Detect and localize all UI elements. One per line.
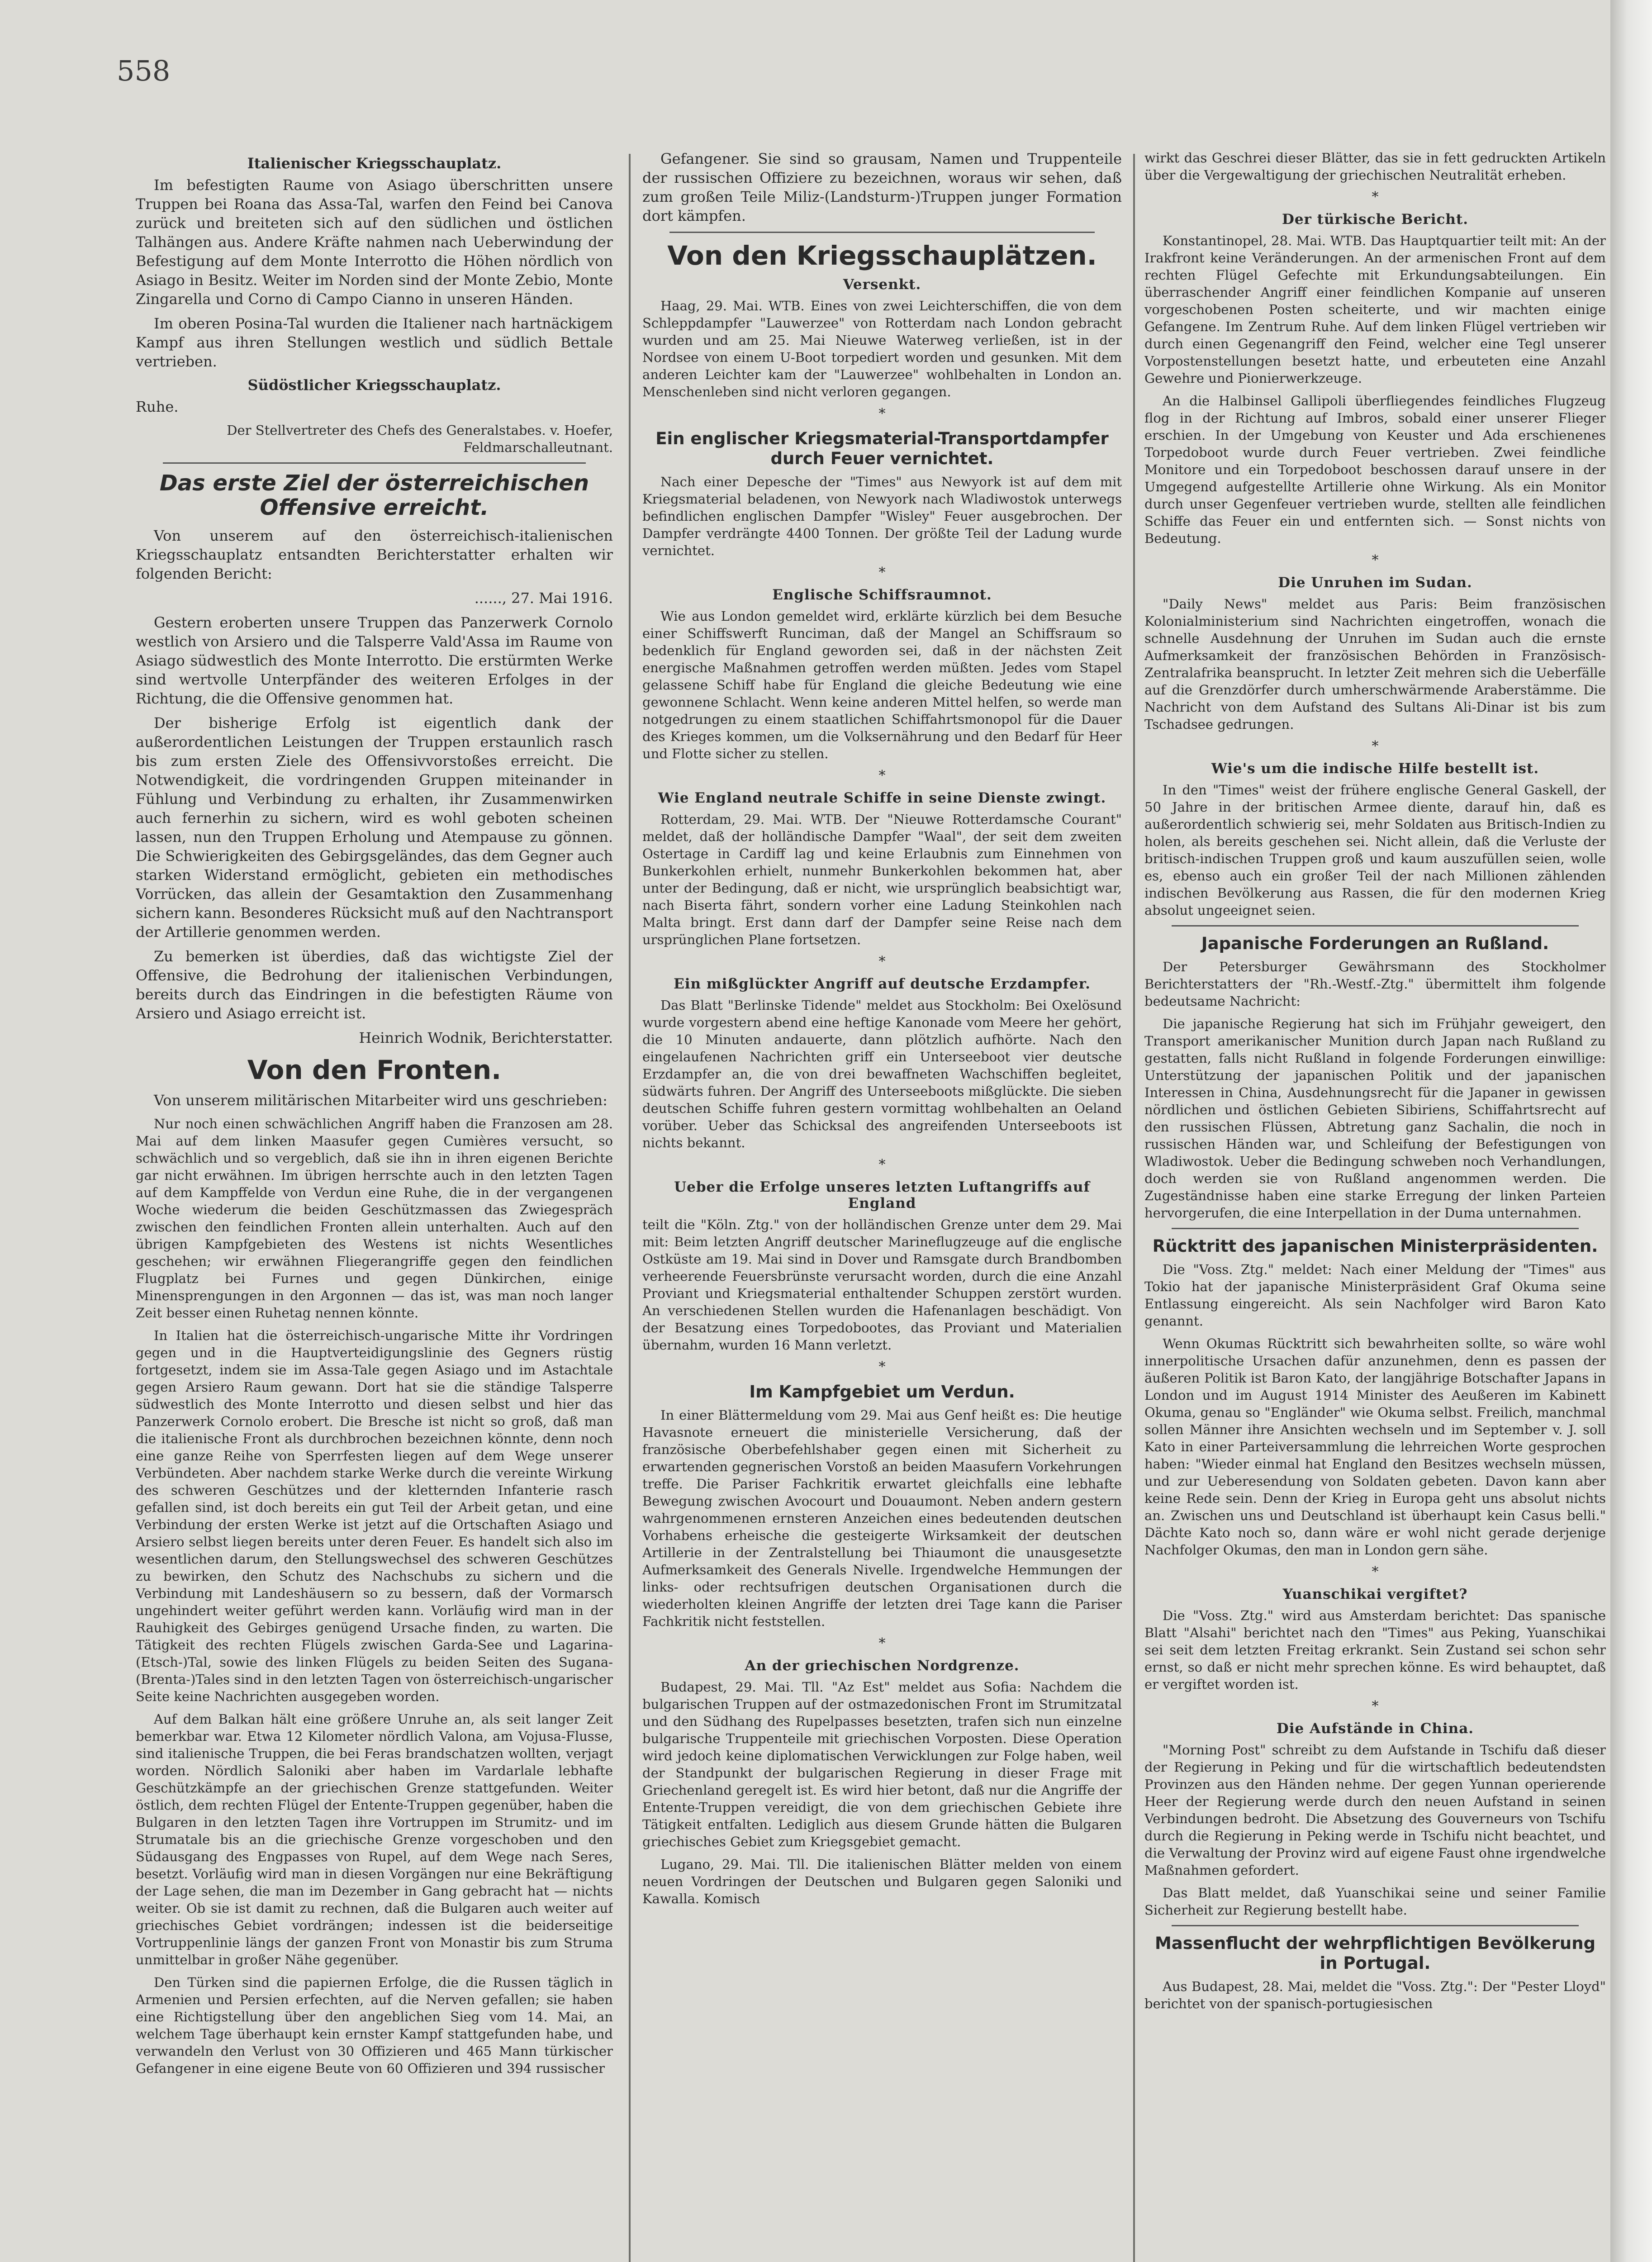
subheading: Englische Schiffsraumnot.: [772, 587, 992, 603]
article-paragraph: Die "Voss. Ztg." meldet: Nach einer Meldung der "Times" aus Tokio hat der japanische Ministerpräsident Graf Okuma seine Entlassung eingereicht. Als sein Nachfolger wird Baron Kato genannt.: [1144, 1262, 1606, 1329]
separator-star: *: [878, 565, 886, 580]
divider: [1172, 925, 1579, 927]
headline-verdun: Im Kampfgebiet um Verdun.: [749, 1382, 1015, 1402]
separator-star: *: [1372, 738, 1379, 754]
article-paragraph: Das Blatt "Berlinske Tidende" meldet aus Stockholm: Bei Oxelösund wurde vorgestern abend eine heftige Kanonade vom Meere her gehört, die 10 Minuten andauerte, dann plötzlich aufhörte. Nach den eingelaufenen Nachrichten griff ein Unterseeboot vier deutsche Erzdampfer an, die von drei bewaffneten Wachschiffen begleitet, südwärts fuhren. Der Angriff des Unterseeboots mißglückte. Die sieben deutschen Schiffe fuhren gestern vormittag wohlbehalten an Oeland vorüber. Ueber das Schicksal des angreifenden Unterseeboots ist nichts bekannt.: [642, 998, 1122, 1150]
article-paragraph: An die Halbinsel Gallipoli überfliegendes feindliches Flugzeug flog in der Richtung auf Imbros, sobald einer unserer Flieger erschien. In der Umgebung von Keuster und Ada erschienenes Torpedoboot wurde durch Feuer vertrieben. Zwei feindliche Monitore und ein Torpedoboot beschossen darauf unsere in der Umgegend aufgestellte Artillerie ohne Wirkung. Als ein Monitor durch unser Gegenfeuer vertrieben wurde, stellten alle feindlichen Schiffe das Feuer ein und entfernten sich. — Sonst nichts von Bedeutung.: [1144, 393, 1606, 546]
article-paragraph: Das Blatt meldet, daß Yuanschikai seine und seiner Familie Sicherheit zur Regierung bestellt habe.: [1144, 1885, 1606, 1918]
author: Heinrich Wodnik, Berichterstatter.: [359, 1029, 613, 1046]
article-paragraph: Auf dem Balkan hält eine größere Unruhe an, als seit langer Zeit bemerkbar war. Etwa 12 Kilometer nördlich Valona, am Vojusa-Flusse, sind italienische Truppen, die bei Feras brandschatzen wollten, verjagt worden. Nördlich Saloniki aber haben im Vardarlale lebhafte Geschützkämpfe an der griechischen Grenze stattgefunden. Weiter östlich, dem rechten Flügel der Entente-Truppen gegenüber, haben die Bulgaren in den letzten Tagen ihre Vortruppen im Strumitz- und im Strumatale bis an die griechische Grenze vorgeschoben und den Südausgang des Engpasses von Rupel, auf dem Wege nach Seres, besetzt. Vorläufig wird man in diesen Vorgängen nur eine Bekräftigung der Lage sehen, die man im Dezember in Gang gebracht hat — nichts weiter. Ob sie ist damit zu rechnen, daß die Bulgaren auch weiter auf griechisches Gebiet vordrängen; indessen ist die beiderseitige Vortruppenlinie längs der ganzen Front von Monastir bis zum Struma unmittelbar in großer Nähe gegenüber.: [136, 1711, 613, 1967]
article-paragraph: Budapest, 29. Mai. Tll. "Az Est" meldet aus Sofia: Nachdem die bulgarischen Truppen auf der ostmazedonischen Front im Strumitzatal und den Südhang des Rupelpasses besetzten, trafen sich nun einzelne bulgarische Truppenteile mit griechischen Vorposten. Diese Operation wird jedoch keine diplomatischen Verwicklungen zur Folge haben, weil der Standpunkt der bulgarischen Regierung in dieser Frage mit Griechenland geregelt ist. Es wird hier betont, daß nur die Angriffe der Entente-Truppen vereidigt, die von dem griechischen Gebiete ihre Tätigkeit entfalten. Lediglich aus diesem Grunde hätten die Bulgaren griechisches Gebiet zum Kriegsgebiet gemacht.: [642, 1679, 1122, 1849]
subheading: Die Unruhen im Sudan.: [1278, 575, 1472, 591]
separator-star: *: [878, 1359, 886, 1375]
divider: [163, 462, 586, 464]
separator-star: *: [1372, 1564, 1379, 1580]
article-paragraph: Von unserem militärischen Mitarbeiter wird uns geschrieben:: [154, 1092, 608, 1109]
article-paragraph: Aus Budapest, 28. Mai, meldet die "Voss. Ztg.": Der "Pester Lloyd" berichtet von der spanisch-portugiesischen: [1144, 1979, 1606, 2011]
separator-star: *: [878, 1635, 886, 1651]
subheading: Wie England neutrale Schiffe in seine Dienste zwingt.: [658, 790, 1106, 806]
article-paragraph: In Italien hat die österreichisch-ungarische Mitte ihr Vordringen gegen und in die Hauptverteidigungslinie des Gegners rüstig fortgesetzt, indem sie im Assa-Tale gegen Asiago und im Astachtale gegen Arsiero Raum gewann. Dort hat sie die ständige Talsperre südwestlich des Monte Interrotto und diesen selbst und hier das Panzerwerk Cornolo erobert. Die Bresche ist nicht so groß, daß man die italienische Front als durchbrochen bezeichnen könnte, denn noch eine ganze Reihe von Sperrfesten liegen auf dem Wege unserer Verbündeten. Aber nachdem starke Werke durch die vereinte Wirkung des schweren Geschützes und der kletternden Infanterie rasch gefallen sind, ist doch bereits ein gut Teil der Arbeit getan, und eine Verbindung der ersten Werke ist jetzt auf die Ortschaften Asiago und Arsiero selbst liegen bereits unter deren Feuer. Es handelt sich also im wesentlichen darum, den Stellungswechsel des schweren Geschützes zu bewirken, den Schutz des Nachschubs zu sichern und die Verbindung mit Landeshäusern so zu bessern, daß der Vormarsch ungehindert weiter geführt werden kann. Vorläufig wird man in der Rauhigkeit des Gebirges genügend Ursache finden, zu warten. Die Tätigkeit des rechten Flügels zwischen Garda-See und Lagarina-(Etsch-)Tal, sowie des linken Flügels zu beiden Seiten des Sugana-(Brenta-)Tales sind in den letzten Tagen von österreichisch-ungarischer Seite keine Nachrichten ausgegeben worden.: [136, 1328, 613, 1704]
article-paragraph: Der Petersburger Gewährsmann des Stockholmer Berichterstatters der "Rh.-Westf.-Ztg." übermittelt ihm folgende bedeutsame Nachricht:: [1144, 959, 1606, 1009]
headline-ruecktritt: Rücktritt des japanischen Ministerpräsidenten.: [1152, 1236, 1598, 1256]
headline-japan: Japanische Forderungen an Rußland.: [1201, 934, 1549, 953]
page-edge: [1610, 0, 1652, 2262]
article-paragraph: Gefangener. Sie sind so grausam, Namen und Truppenteile der russischen Offiziere zu bezeichnen, woraus wir sehen, daß zum großen Teile Miliz-(Landsturm-)Truppen junger Formation dort kämpfen.: [642, 150, 1122, 224]
column-rule: [629, 154, 631, 2262]
article-paragraph: Wenn Okumas Rücktritt sich bewahrheiten sollte, so wäre wohl innerpolitische Ursachen dafür anzunehmen, denn es passen der äußeren Politik ist Baron Kato, der langjährige Botschafter Japans in London und im August 1914 Minister des Aeußeren im Kabinett Okuma, genau so "Engländer" wie Okuma selbst. Freilich, manchmal sollen Männer ihre Ansichten wechseln und im September v. J. soll Kato in einer Parteiversammlung die lehrreichen Worte gesprochen haben: "Wieder einmal hat England den Besitzes wechseln müssen, und zur Ueberesendung von Soldaten gebeten. Davon kann aber keine Rede sein. Denn der Krieg in Europa geht uns absolut nichts an. Zwischen uns und Deutschland ist überhaupt kein Casus belli." Dächte Kato noch so, dann wäre er wohl nicht gerade derjenige Nachfolger Okumas, den man in London gern sähe.: [1144, 1336, 1606, 1558]
separator-star: *: [878, 406, 886, 422]
article-paragraph: wirkt das Geschrei dieser Blätter, das sie in fett gedruckten Artikeln über die Vergewaltigung der griechischen Neutralität erheben.: [1144, 150, 1606, 183]
section-heading-southeast: Südöstlicher Kriegsschauplatz.: [247, 376, 501, 394]
article-paragraph: Rotterdam, 29. Mai. WTB. Der "Nieuwe Rotterdamsche Courant" meldet, daß der holländische Dampfer "Waal", der seit dem zweiten Ostertage in Cardiff lag und keine Erlaubnis zum Einnehmen von Bunkerkohlen erhielt, nunmehr Bunkerkohlen bekommen hat, aber unter der Bedingung, daß er nicht, wie ursprünglich beabsichtigt war, nach Biserta fährt, sondern vorher eine Ladung Steinkohlen nach Malta bringt. Erst dann darf der Dampfer seine Reise nach dem ursprünglichen Plane fortsetzen.: [642, 812, 1122, 947]
article-title-fronten: Von den Fronten.: [247, 1055, 502, 1085]
column-1: [136, 149, 613, 2262]
article-paragraph: Lugano, 29. Mai. Tll. Die italienischen Blätter melden von einem neuen Vordringen der Deutschen und Bulgaren gegen Saloniki und Kawalla. Komisch: [642, 1857, 1122, 1906]
divider: [1172, 1925, 1579, 1926]
article-paragraph: Zu bemerken ist überdies, daß das wichtigste Ziel der Offensive, die Bedrohung der italienischen Verbindungen, bereits durch das Eindringen in die befestigten Räume von Arsiero und Asiago erreicht ist.: [136, 948, 613, 1022]
separator-star: *: [878, 954, 886, 969]
article-paragraph: Der bisherige Erfolg ist eigentlich dank der außerordentlichen Leistungen der Truppen erstaunlich rasch bis zum ersten Ziele des Offensivvorstoßes erreicht. Die Notwendigkeit, die vordringenden Gruppen miteinander in Fühlung und Verbindung zu erhalten, ihr Zusammenwirken auch fernerhin zu sichern, wird es wohl geboten scheinen lassen, nun den Truppen Erholung und Atempause zu gönnen. Die Schwierigkeiten des Gebirgsgeländes, das dem Gegner auch starken Widerstand ermöglicht, gebieten ein methodisches Vorrücken, das allein der Gesamtaktion den Zusammenhang sichern kann. Besonderes Rücksicht muß auf den Nachtransport der Artillerie genommen werden.: [136, 714, 613, 941]
subheading: Versenkt.: [843, 276, 921, 293]
column-2: [642, 149, 1122, 2262]
signature: Der Stellvertreter des Chefs des Generalstabes. v. Hoefer, Feldmarschalleutnant.: [227, 423, 613, 455]
article-paragraph: Den Türken sind die papiernen Erfolge, die die Russen täglich in Armenien und Persien erfechten, auf die Nerven gefallen; sie haben eine Richtigstellung über den angeblichen Sieg vom 14. Mai, an welchem Tage überhaupt kein ernster Kampf stattgefunden habe, und verwandeln den Verlust von 30 Offizieren und 465 Mann türkischer Gefangener in eine eigene Beute von 60 Offizieren und 394 russischer: [136, 1975, 613, 2076]
separator-star: *: [1372, 1698, 1379, 1714]
article-paragraph: Nach einer Depesche der "Times" aus Newyork ist auf dem mit Kriegsmaterial beladenen, von Newyork nach Wladiwostok unterwegs befindlichen englischen Dampfer "Wisley" Feuer ausgebrochen. Der Dampfer verdrängte 4400 Tonnen. Der größte Teil der Ladung wurde vernichtet.: [642, 474, 1122, 558]
article-title-ziel: Das erste Ziel der österreichischen Offensive erreicht.: [159, 470, 589, 520]
article-paragraph: Konstantinopel, 28. Mai. WTB. Das Hauptquartier teilt mit: An der Irakfront keine Veränderungen. An der armenischen Front auf dem rechten Flügel Gefechte mit Erkundungsabteilungen. Ein überraschender Angriff einer feindlichen Kompanie auf unseren vorgeschobenen Posten scheiterte, und wir machten einige Gefangene. Im Zentrum Ruhe. Auf dem linken Flügel vertrieben wir durch einen Gegenangriff den Feind, welcher eine Tegl unserer Vorpostenstellungen besetzt hatte, und erbeuteten eine Anzahl Gewehre und Pionierwerkzeuge.: [1144, 233, 1606, 386]
section-heading-italian: Italienischer Kriegsschauplatz.: [247, 155, 502, 172]
separator-star: *: [1372, 189, 1379, 205]
separator-star: *: [878, 1157, 886, 1173]
article-paragraph: Von unserem auf den österreichisch-italienischen Kriegsschauplatz entsandten Berichterstatter erhalten wir folgenden Bericht:: [136, 527, 613, 582]
article-paragraph: Wie aus London gemeldet wird, erklärte kürzlich bei dem Besuche einer Schiffswerft Runciman, daß der Mangel an Schiffsraum so bedenklich für England geworden sei, daß in der nächsten Zeit energische Maßnahmen getroffen werden müßten. Jedes vom Stapel gelassene Schiff habe für England die gleiche Bedeutung wie eine gewonnene Schlacht. Wenn keine anderen Mittel helfen, so werde man notgedrungen zu einem staatlichen Schiffahrtsmonopol für die Dauer des Krieges kommen, um die Volksernährung und den Bedarf für Heer und Flotte sicher zu stellen.: [642, 608, 1122, 761]
article-paragraph: "Morning Post" schreibt zu dem Aufstande in Tschifu daß dieser der Regierung in Peking und für die wirtschaftlich bedeutendsten Provinzen aus den Händen nehme. Der gegen Yunnan operierende Heer der Regierung werde durch den neuen Aufstand in seinen Verbindungen bedroht. Die Absetzung des Gouverneurs von Tschifu durch die Regierung in Peking werde in Tschifu nicht beachtet, und die Verwaltung der Provinz wird auf eigene Faust ohne irgendwelche Maßnahmen gefordert.: [1144, 1742, 1606, 1878]
column-3: [1144, 149, 1606, 2262]
subheading: Die Aufstände in China.: [1276, 1720, 1474, 1737]
divider: [1172, 1228, 1579, 1229]
article-paragraph: Ruhe.: [136, 398, 179, 415]
article-paragraph: Die japanische Regierung hat sich im Frühjahr geweigert, den Transport amerikanischer Munition durch Japan nach Rußland zu gestatten, falls nicht Rußland in folgende Forderungen einwillige: Unterstützung der japanischen Politik und der japanischen Interessen in China, Ausdehnungsrecht für die Japaner in gewissen nördlichen und östlichen Gebieten Sibiriens, Schiffahrtsrecht auf den russischen Flüssen, Abtretung ganz Sachalin, die noch in russischen Händen war, und Schleifung der Befestigungen von Wladiwostok. Ueber die Bedingung schweben noch Verhandlungen, doch werden sie von Rußland angenommen werden. Die Zugeständnisse haben eine starke Erregung der linken Parteien hervorgerufen, die eine Interpellation in der Duma unternahmen.: [1144, 1016, 1606, 1221]
separator-star: *: [878, 768, 886, 784]
page-number: 558: [117, 54, 171, 87]
divider: [669, 232, 1095, 233]
subheading: Ueber die Erfolge unseres letzten Luftangriffs auf England: [674, 1179, 1090, 1212]
separator-star: *: [1372, 552, 1379, 568]
article-title-kriegsschauplaetze: Von den Kriegsschauplätzen.: [667, 240, 1097, 271]
subheading: Wie's um die indische Hilfe bestellt ist.: [1211, 760, 1539, 777]
article-paragraph: Im befestigten Raume von Asiago überschritten unsere Truppen bei Roana das Assa-Tal, warfen den Feind bei Canova zurück und breiteten sich auf den südlichen und östlichen Talhängen aus. Andere Kräfte nahmen nach Ueberwindung der Befestigung auf dem Monte Interrotto die Höhen nördlich von Asiago in Besitz. Weiter im Norden sind der Monte Zebio, Monte Zingarella und Corno di Campo Cianno in unseren Händen.: [136, 176, 613, 308]
article-paragraph: teilt die "Köln. Ztg." von der holländischen Grenze unter dem 29. Mai mit: Beim letzten Angriff deutscher Marineflugzeuge auf die englische Ostküste am 19. Mai sind in Dover und Ramsgate durch Brandbomben verheerende Feuersbrünste verursacht worden, durch die eine Anzahl Proviant und Kriegsmaterial enthaltender Schuppen zerstört wurden. An verschiedenen Stellen wurden die Hafenanlagen beschädigt. Von der Besatzung eines Torpedobootes, das Proviant und Materialien übernahm, wurden 16 Mann verletzt.: [642, 1217, 1122, 1353]
subheading: Yuanschikai vergiftet?: [1282, 1586, 1468, 1602]
subheading: An der griechischen Nordgrenze.: [745, 1658, 1020, 1674]
article-paragraph: Im oberen Posina-Tal wurden die Italiener nach hartnäckigem Kampf aus ihren Stellungen westlich und südlich Bettale vertrieben.: [136, 315, 613, 370]
article-paragraph: Haag, 29. Mai. WTB. Eines von zwei Leichterschiffen, die von dem Schleppdampfer "Lauwerzee" von Rotterdam nach London gebracht wurden und am 25. Mai Nieuwe Waterweg verließen, ist in der Nordsee von einem U-Boot torpediert worden und gesunken. Mit dem anderen Leichter kam der "Lauwerzee" wohlbehalten in London an. Menschenleben sind nicht verloren gegangen.: [642, 298, 1122, 399]
article-paragraph: Nur noch einen schwächlichen Angriff haben die Franzosen am 28. Mai auf dem linken Maasufer gegen Cumières versucht, so schwächlich und so vergeblich, daß sie ihn in ihren eigenen Berichte gar nicht erwähnen. Im übrigen herrschte auch in den letzten Tagen auf dem Kampffelde von Verdun eine Ruhe, die in der vergangenen Woche wiederum die beiden Geschützmassen das Zwiegespräch zwischen den feindlichen Fronten allein unterhalten. Auch auf den übrigen Kampfgebieten des Westens ist nichts Wesentliches geschehen; wir erwähnen Fliegerangriffe gegen den feindlichen Flugplatz bei Furnes und gegen Dünkirchen, einige Minensprengungen in den Argonnen — das ist, was man noch langer Zeit besser einen Ruhetag nennen könnte.: [136, 1116, 613, 1321]
article-paragraph: In einer Blättermeldung vom 29. Mai aus Genf heißt es: Die heutige Havasnote erneuert die ministerielle Versicherung, daß der französische Oberbefehlshaber gegen einen mit Sicherheit zu erwartenden gegnerischen Vorstoß an beiden Maasufern Vorkehrungen treffe. Die Pariser Fachkritik erwartet gleichfalls eine lebhafte Bewegung zwischen Avocourt und Douaumont. Neben andern gestern wahrgenommenen ernsteren Anzeichen eines bedeutenden deutschen Vorhabens erheische die gesteigerte Wirksamkeit der deutschen Artillerie in der Zentralstellung bei Thiaumont die unausgesetzte Aufmerksamkeit des Generals Nivelle. Irgendwelche Hemmungen der links- oder rechtsufrigen deutschen Organisationen durch die wiederholten kleinen Angriffe der letzten drei Tage kann die Pariser Fachkritik nicht feststellen.: [642, 1407, 1122, 1629]
article-paragraph: "Daily News" meldet aus Paris: Beim französischen Kolonialministerium sind Nachrichten eingetroffen, wonach die schnelle Ausdehnung der Unruhen im Sudan auch die ernste Aufmerksamkeit der französischen Behörden in Französisch-Zentralafrika beansprucht. In letzter Zeit mehren sich die Ueberfälle auf die Grenzdörfer durch umherschwärmende Araberstämme. Die Nachricht von dem Aufstand des Sultans Ali-Dinar ist bis zum Tschadsee gedrungen.: [1144, 596, 1606, 732]
dateline: ......, 27. Mai 1916.: [474, 589, 613, 607]
subheading: Ein mißglückter Angriff auf deutsche Erzdampfer.: [674, 976, 1091, 992]
article-paragraph: Gestern eroberten unsere Truppen das Panzerwerk Cornolo westlich von Arsiero und die Talsperre Vald'Assa im Raume von Asiago südwestlich des Monte Interrotto. Die erstürmten Werke sind wertvolle Unterpfänder des weiteren Erfolges in der Richtung, die die Offensive genommen hat.: [136, 614, 613, 707]
headline-dampfer: Ein englischer Kriegsmaterial-Transportdampfer durch Feuer vernichtet.: [655, 429, 1109, 468]
headline-portugal: Massenflucht der wehrpflichtigen Bevölkerung in Portugal.: [1154, 1934, 1596, 1973]
subheading: Der türkische Bericht.: [1282, 211, 1469, 228]
column-rule: [1133, 154, 1135, 2262]
article-paragraph: In den "Times" weist der frühere englische General Gaskell, der 50 Jahre in der britischen Armee diente, darauf hin, daß es außerordentlich schwierig sei, mehr Soldaten aus Britisch-Indien zu holen, als bereits geschehen sei. Nicht allein, daß die Verluste der britisch-indischen Truppen groß und kaum auszufüllen seien, wolle es, ebenso auch ein großer Teil der nach Millionen zählenden indischen Bevölkerung aus Rassen, die für den modernen Krieg absolut ungeeignet seien.: [1144, 782, 1606, 918]
article-paragraph: Die "Voss. Ztg." wird aus Amsterdam berichtet: Das spanische Blatt "Alsahi" berichtet nach den "Times" aus Peking, Yuanschikai sei seit dem letzten Freitag erkrankt. Sein Zustand sei schon sehr ernst, so daß er nicht mehr sprechen könne. Es wird behauptet, daß er vergiftet worden ist.: [1144, 1608, 1606, 1692]
